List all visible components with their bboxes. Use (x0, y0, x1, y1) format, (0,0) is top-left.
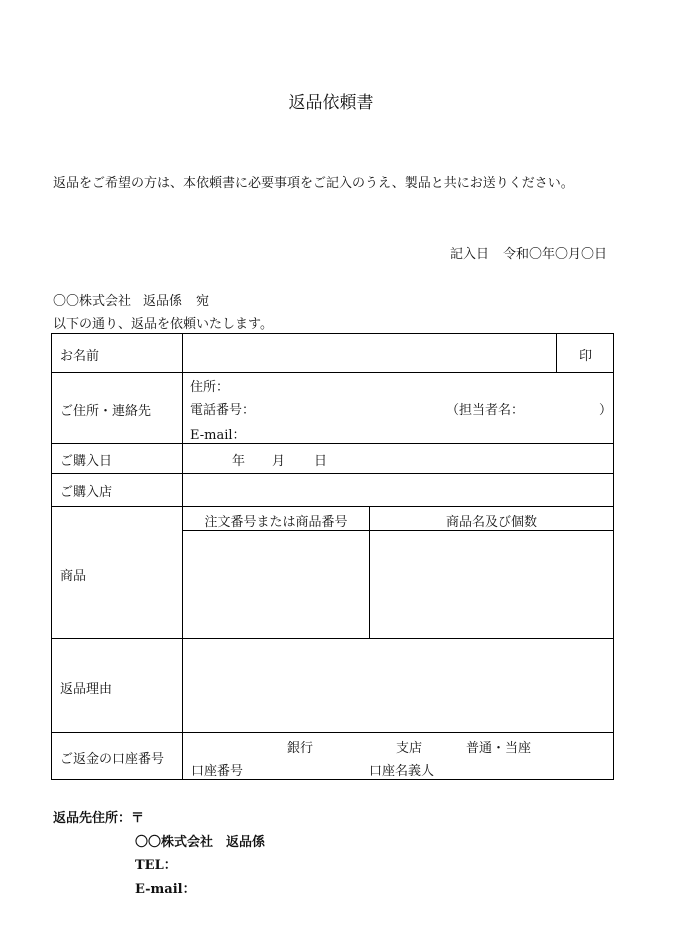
return-address-company: 〇〇株式会社 返品係 (135, 835, 266, 850)
product-name-field[interactable] (373, 534, 609, 634)
table-rule (556, 333, 557, 373)
table-rule (51, 779, 614, 780)
table-rule (182, 333, 183, 780)
address-field[interactable]: 住所： (190, 380, 230, 395)
name-field[interactable] (191, 336, 553, 370)
entry-date (450, 243, 607, 262)
branch-label: 支店 (396, 741, 423, 756)
purchase-month: 月 (272, 454, 286, 469)
purchase-year: 年 (232, 454, 246, 469)
entry-date-label: 記入日 (449, 247, 489, 262)
account-number-label: 口座番号 (191, 764, 244, 779)
intro-text: 返品をご希望の方は、本依頼書に必要事項をご記入のうえ、製品と共にお送りください。 (53, 176, 574, 191)
address-label: ご住所・連絡先 (60, 404, 152, 419)
bank-label: 銀行 (287, 741, 314, 756)
purchase-date-label: ご購入日 (60, 454, 113, 469)
addressee-dept: 返品係 (143, 294, 183, 309)
table-rule (51, 638, 614, 639)
email-field[interactable]: E-mail： (190, 428, 246, 443)
entry-date-value: 令和〇年〇月〇日 (502, 247, 607, 262)
return-address-email: E-mail： (135, 882, 196, 897)
store-label: ご購入店 (60, 485, 113, 500)
account-holder-label: 口座名義人 (369, 764, 435, 779)
reason-field[interactable] (186, 642, 610, 728)
phone-field[interactable]: 電話番号： (190, 403, 256, 418)
order-number-header: 注文番号または商品番号 (204, 515, 348, 530)
table-rule (51, 732, 614, 733)
table-rule (51, 333, 52, 780)
addressee (53, 290, 209, 309)
addressee-to: 宛 (196, 294, 210, 309)
table-rule (51, 473, 614, 474)
return-address-tel: TEL： (135, 858, 177, 873)
table-rule (51, 443, 614, 444)
document-title: 返品依頼書 (288, 93, 374, 113)
return-address-label: 返品先住所：〒 (53, 811, 145, 826)
table-rule (51, 333, 614, 334)
contact-person-field[interactable]: （担当者名： (446, 403, 525, 418)
lead-text: 以下の通り、返品を依頼いたします。 (53, 317, 273, 332)
refund-label: ご返金の口座番号 (60, 752, 165, 767)
product-name-header: 商品名及び個数 (445, 515, 537, 530)
table-rule (51, 372, 614, 373)
table-rule (182, 530, 614, 531)
order-number-field[interactable] (186, 534, 366, 634)
product-label: 商品 (60, 569, 87, 584)
table-rule (51, 506, 614, 507)
store-field[interactable] (191, 476, 609, 504)
purchase-day: 日 (314, 454, 328, 469)
table-rule (613, 333, 614, 780)
account-type[interactable]: 普通・当座 (466, 741, 532, 756)
seal-label: 印 (579, 349, 593, 364)
name-label: お名前 (60, 349, 100, 364)
reason-label: 返品理由 (60, 682, 113, 697)
contact-close: ） (599, 403, 613, 418)
addressee-company: 〇〇株式会社 (53, 294, 132, 309)
